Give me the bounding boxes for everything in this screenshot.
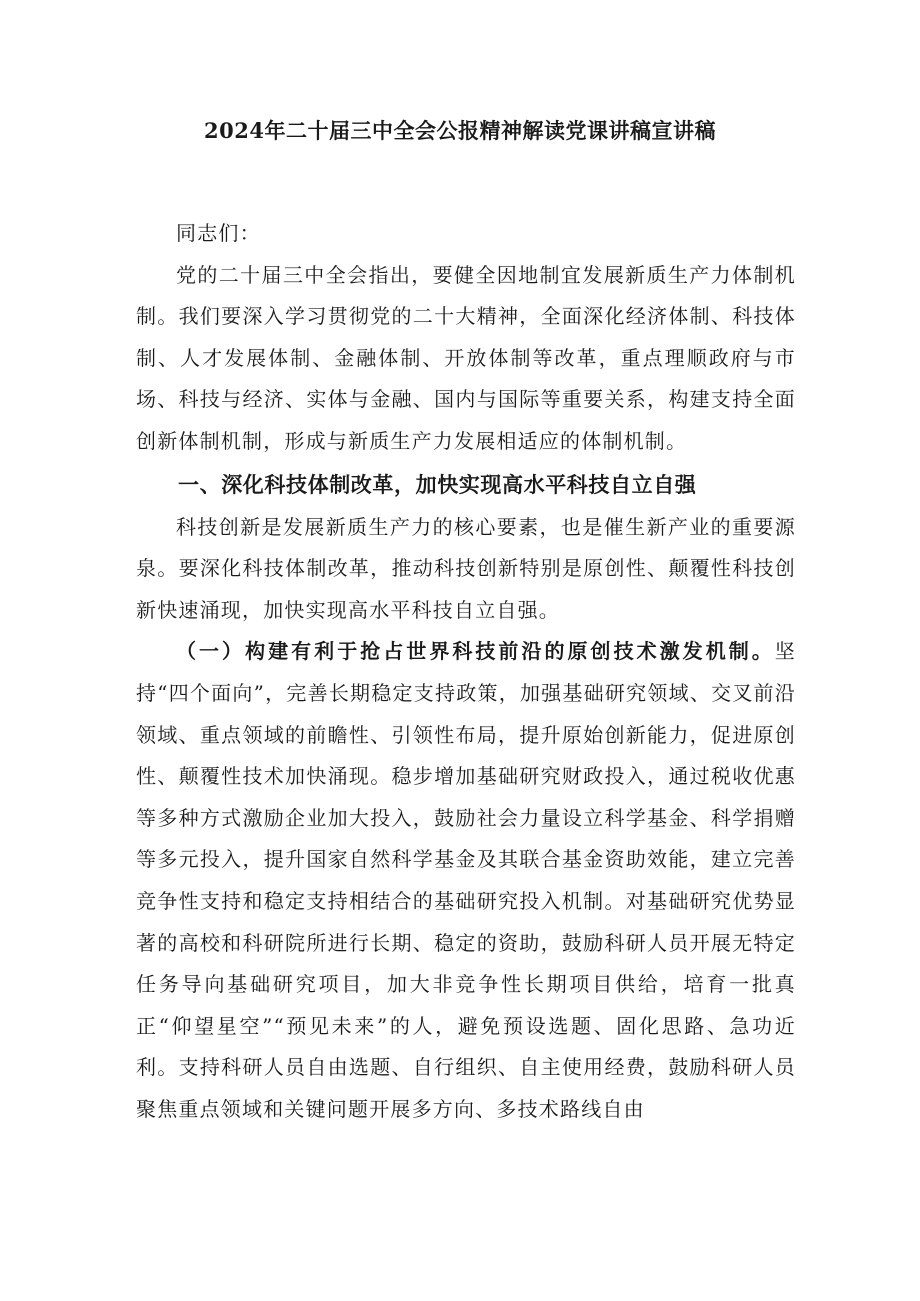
intro-paragraph: 党的二十届三中全会指出，要健全因地制宜发展新质生产力体制机制。我们要深入学习贯彻党的二十大精神，全面深化经济体制、科技体制、人才发展体制、金融体制、开放体制等改革，重点理顺政府与市场、科技与经济、实体与金融、国内与国际等重要关系，构建支持全面创新体制机制，形成与新质生产力发展相适应的体制机制。 (136, 262, 796, 453)
subsection-lead: （一）构建有利于抢占世界科技前沿的原创技术激发机制。 (176, 639, 775, 664)
document-title: 2024年二十届三中全会公报精神解读党课讲稿宣讲稿 (204, 118, 716, 143)
subsection-text: 坚持“四个面向”，完善长期稳定支持政策，加强基础研究领域、交叉前沿领域、重点领域的前瞻性、引领性布局，提升原始创新能力，促进原创性、颠覆性技术加快涌现。稳步增加基础研究财政投入，通过税收优惠等多种方式激励企业加大投入，鼓励社会力量设立科学基金、科学捐赠等多元投入，提升国家自然科学基金及其联合基金资助效能，建立完善竞争性支持和稳定支持相结合的基础研究投入机制。对基础研究优势显著的高校和科研院所进行长期、稳定的资助，鼓励科研人员开展无特定任务导向基础研究项目，加大非竞争性长期项目供给，培育一批真正“仰望星空”“预见未来”的人，避免预设选题、固化思路、急功近利。支持科研人员自由选题、自行组织、自主使用经费，鼓励科研人员聚焦重点领域和关键问题开展多方向、多技术路线自由 (136, 639, 796, 1121)
section-paragraph: 科技创新是发展新质生产力的核心要素，也是催生新产业的重要源泉。要深化科技体制改革，推动科技创新特别是原创性、颠覆性科技创新快速涌现，加快实现高水平科技自立自强。 (136, 514, 796, 622)
subsection-paragraph (136, 631, 796, 1130)
section-heading: 一、深化科技体制改革，加快实现高水平科技自立自强 (178, 472, 697, 497)
salutation: 同志们： (176, 221, 261, 245)
document-body (136, 213, 796, 1130)
